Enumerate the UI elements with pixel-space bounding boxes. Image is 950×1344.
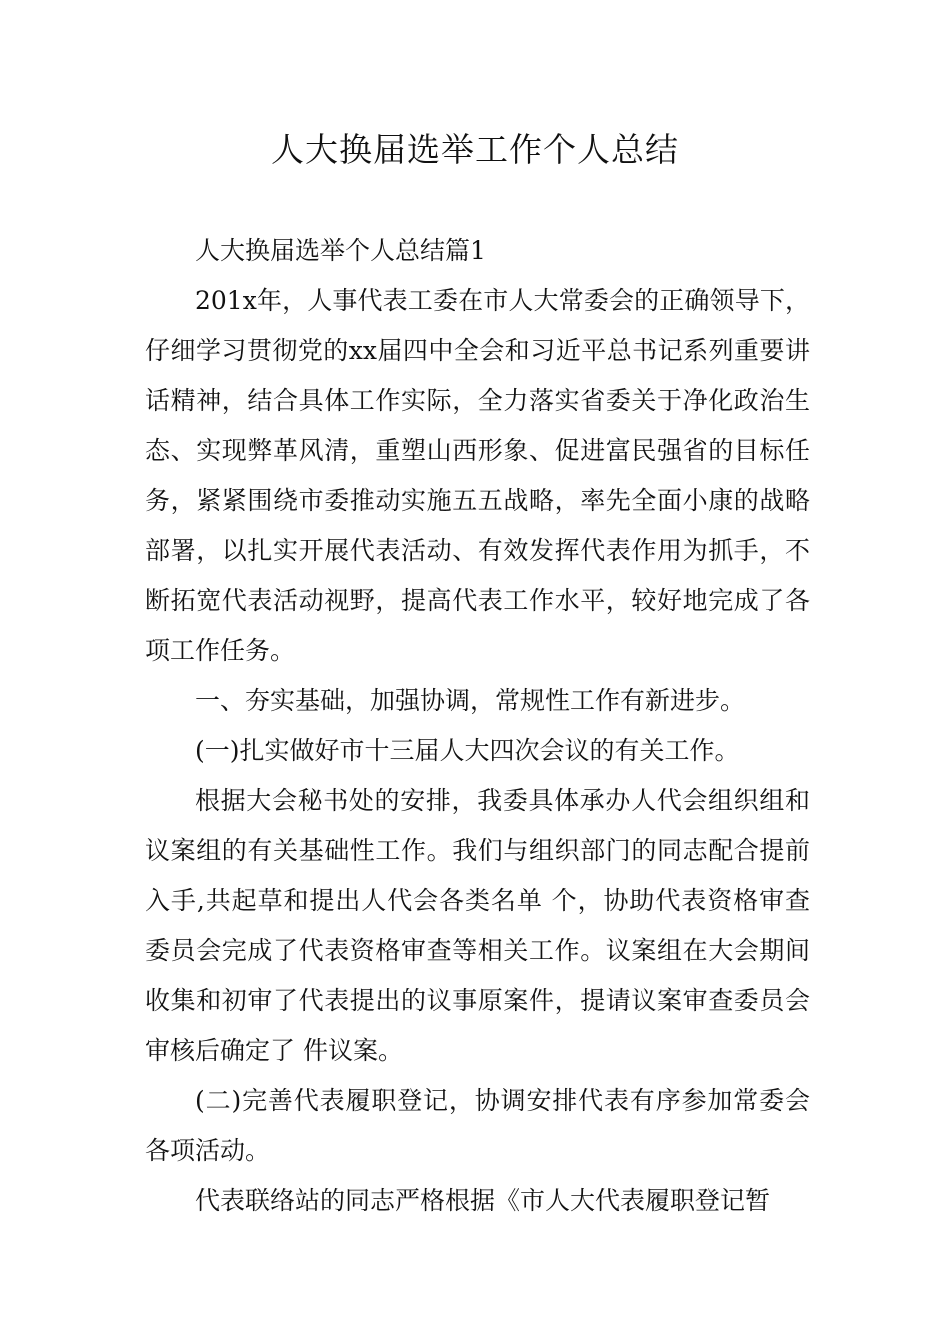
paragraph: 201x年，人事代表工委在市人大常委会的正确领导下，仔细学习贯彻党的xx届四中全会和习近平总书记系列重要讲话精神，结合具体工作实际，全力落实省委关于净化政治生态、实现弊革风清，重塑山西形象、促进富民强省的目标任务，紧紧围绕市委推动实施五五战略，率先全面小康的战略部署，以扎实开展代表活动、有效发挥代表作用为抓手，不断拓宽代表活动视野，提高代表工作水平，较好地完成了各项工作任务。 <box>145 286 810 665</box>
section-heading: 人大换届选举个人总结篇1 <box>195 236 486 265</box>
paragraph: 代表联络站的同志严格根据《市人大代表履职登记暂 <box>195 1186 771 1215</box>
subsection-heading: (一)扎实做好市十三届人大四次会议的有关工作。 <box>195 736 740 765</box>
section-heading: 一、夯实基础，加强协调，常规性工作有新进步。 <box>195 686 746 715</box>
document-body <box>145 226 810 1226</box>
document-title: 人大换届选举工作个人总结 <box>271 130 679 169</box>
paragraph: 根据大会秘书处的安排，我委具体承办人代会组织组和议案组的有关基础性工作。我们与组织部门的同志配合提前入手,共起草和提出人代会各类名单 个，协助代表资格审查委员会完成了代表资格审查等相关工作。议案组在大会期间收集和初审了代表提出的议事原案件，提请议案审查委员会审核后确定了 件议案。 <box>145 786 810 1065</box>
subsection-heading: (二)完善代表履职登记，协调安排代表有序参加常委会各项活动。 <box>145 1086 810 1165</box>
